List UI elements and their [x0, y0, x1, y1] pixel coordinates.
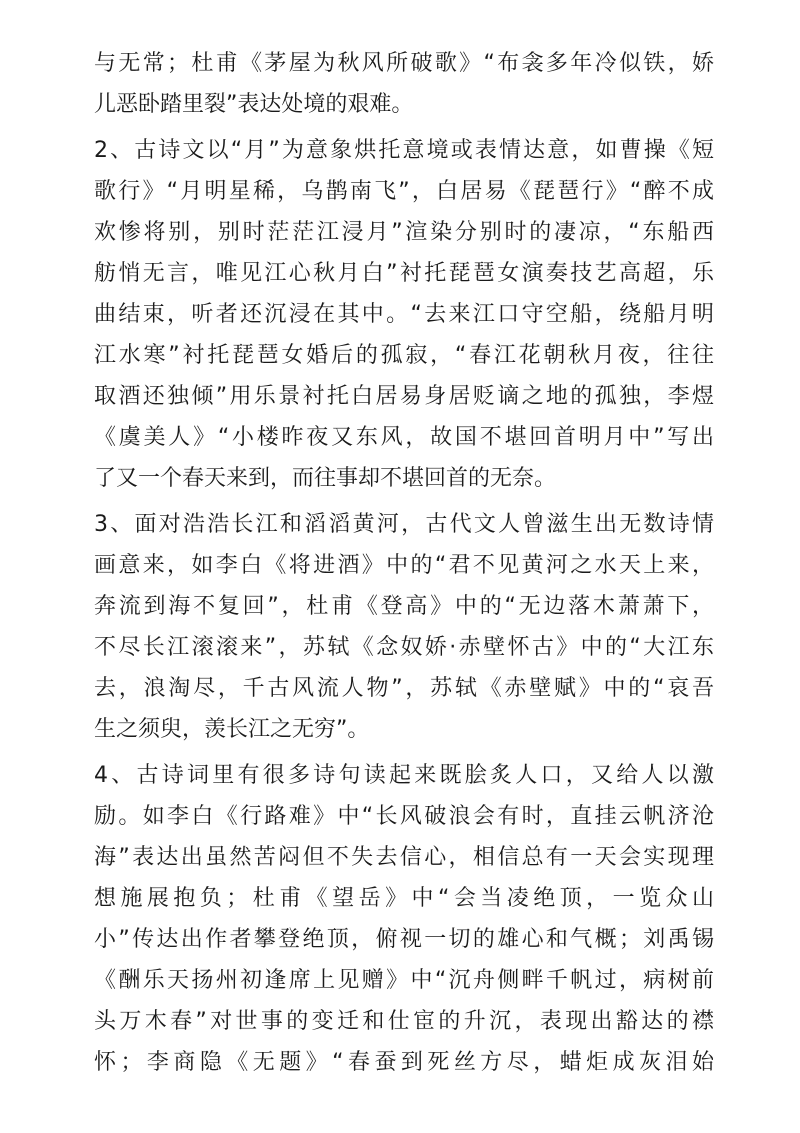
text-line: 了又一个春天来到，而往事却不堪回首的无奈。 — [94, 466, 557, 491]
text-line: 励。如李白《行路难》中“长风破浪会有时，直挂云帆济沧 — [94, 804, 714, 829]
text-line: 2、古诗文以“月”为意象烘托意境或表情达意，如曹操《短 — [94, 138, 714, 163]
text-line: 舫悄无言，唯见江心秋月白”衬托琵琶女演奏技艺高超，乐 — [94, 261, 714, 286]
text-line: 海”表达出虽然苦闷但不失去信心，相信总有一天会实现理 — [94, 845, 714, 870]
text-line: 曲结束，听者还沉浸在其中。“去来江口守空船，绕船月明 — [94, 302, 714, 327]
text-line: 小”传达出作者攀登绝顶，俯视一切的雄心和气概；刘禹锡 — [94, 927, 714, 952]
text-line: 《虞美人》“小楼昨夜又东风，故国不堪回首明月中”写出 — [94, 425, 714, 450]
text-line: 取酒还独倾”用乐景衬托白居易身居贬谪之地的孤独，李煜 — [94, 384, 714, 409]
text-line: 想施展抱负；杜甫《望岳》中“会当凌绝顶，一览众山 — [94, 886, 714, 911]
text-line: 画意来，如李白《将进酒》中的“君不见黄河之水天上来， — [94, 553, 714, 578]
text-line: 去，浪淘尽，千古风流人物”，苏轼《赤壁赋》中的“哀吾 — [94, 676, 714, 701]
text-line: 儿恶卧踏里裂”表达处境的艰难。 — [94, 92, 414, 117]
text-line: 头万木春”对世事的变迁和仕宦的升沉，表现出豁达的襟 — [94, 1009, 714, 1034]
text-line: 《酬乐天扬州初逢席上见赠》中“沉舟侧畔千帆过，病树前 — [94, 968, 714, 993]
text-line: 与无常；杜甫《茅屋为秋风所破歌》“布衾多年冷似铁，娇 — [94, 51, 714, 76]
text-line: 4、古诗词里有很多诗句读起来既脍炙人口，又给人以激 — [94, 763, 714, 788]
text-line: 江水寒”衬托琵琶女婚后的孤寂，“春江花朝秋月夜，往往 — [94, 343, 714, 368]
text-line: 生之须臾，羡长江之无穷”。 — [94, 717, 370, 742]
text-line: 奔流到海不复回”，杜甫《登高》中的“无边落木萧萧下， — [94, 594, 714, 619]
text-line: 不尽长江滚滚来”，苏轼《念奴娇·赤壁怀古》中的“大江东 — [94, 635, 714, 660]
text-line: 欢惨将别，别时茫茫江浸月”渲染分别时的凄凉，“东船西 — [94, 220, 714, 245]
text-line: 歌行》“月明星稀，乌鹊南飞”，白居易《琵琶行》“醉不成 — [94, 179, 714, 204]
text-line: 3、面对浩浩长江和滔滔黄河，古代文人曾滋生出无数诗情 — [94, 512, 714, 537]
text-line: 怀；李商隐《无题》“春蚕到死丝方尽，蜡炬成灰泪始 — [94, 1050, 714, 1075]
